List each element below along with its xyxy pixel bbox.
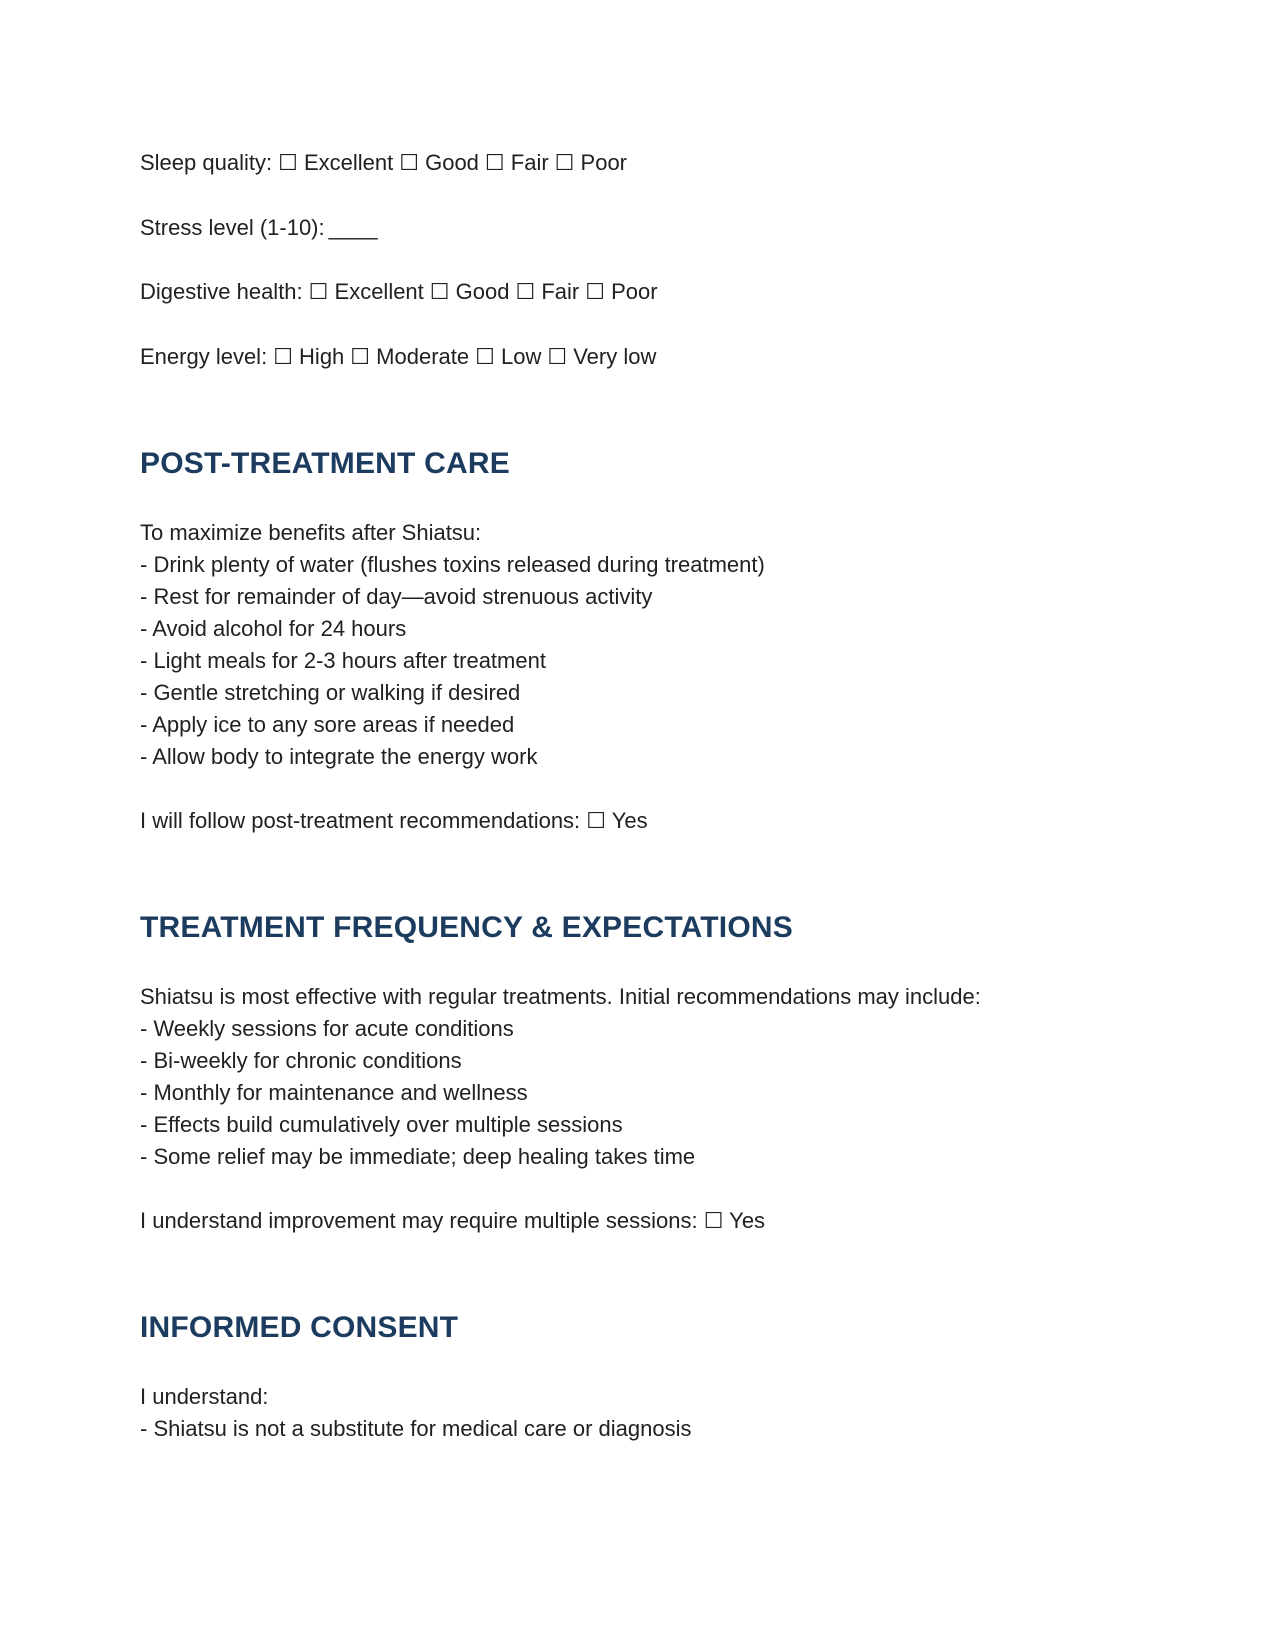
question-line-energy-level [140, 341, 1050, 374]
document-content [140, 147, 1050, 1445]
option-label: Good [455, 279, 510, 304]
confirm-label: I understand improvement may require multiple sessions: [140, 1208, 698, 1233]
option-label: Low [500, 344, 542, 369]
bullet-item: - Gentle stretching or walking if desired [140, 680, 521, 705]
checkbox-option [273, 344, 344, 369]
question-line-sleep-quality [140, 147, 1050, 180]
section-title-post-treatment-care: POST-TREATMENT CARE [140, 447, 510, 480]
section-title-informed-consent: INFORMED CONSENT [140, 1311, 459, 1344]
option-group [303, 279, 658, 304]
checkbox-icon[interactable]: ☐ [484, 151, 505, 176]
bullet-item: - Effects build cumulatively over multiple sessions [140, 1112, 623, 1137]
confirm-label: I will follow post-treatment recommendations: [140, 808, 581, 833]
bullet-list [140, 1013, 1050, 1173]
checkbox-option [430, 279, 510, 304]
checkbox-option [278, 150, 393, 175]
checkbox-option [309, 279, 424, 304]
checkbox-icon[interactable]: ☐ [515, 280, 536, 305]
checkbox-icon[interactable]: ☐ [429, 280, 450, 305]
checkbox-icon[interactable]: ☐ [547, 345, 568, 370]
question-label: Digestive health: [140, 279, 303, 304]
checkbox-option [485, 150, 549, 175]
option-label: Very low [573, 344, 657, 369]
option-label: Fair [541, 279, 580, 304]
checkbox-icon[interactable]: ☐ [585, 280, 605, 305]
section-title-treatment-frequency: TREATMENT FREQUENCY & EXPECTATIONS [140, 911, 793, 944]
option-group [272, 150, 627, 175]
bullet-item: - Shiatsu is not a substitute for medical care or diagnosis [140, 1416, 692, 1441]
checkbox-icon[interactable]: ☐ [703, 1209, 724, 1234]
checkbox-icon[interactable]: ☐ [586, 809, 607, 834]
confirm-line [140, 1205, 1050, 1238]
bullet-list [140, 549, 1050, 773]
question-line-digestive-health [140, 276, 1050, 309]
section-treatment-frequency [140, 908, 1050, 1238]
section-informed-consent [140, 1308, 1050, 1445]
question-label: Stress level (1-10): [140, 215, 325, 240]
bullet-item: - Some relief may be immediate; deep healing takes time [140, 1144, 696, 1169]
checkbox-icon[interactable]: ☐ [475, 345, 495, 370]
option-label: Poor [611, 279, 658, 304]
bullet-item: - Monthly for maintenance and wellness [140, 1080, 528, 1105]
option-group [267, 344, 656, 369]
confirm-line [140, 805, 1050, 838]
option-label: Good [425, 150, 479, 175]
checkbox-icon[interactable]: ☐ [399, 151, 419, 176]
option-label: Excellent [334, 279, 424, 304]
checkbox-icon[interactable]: ☐ [554, 151, 575, 176]
question-label: Sleep quality: [140, 150, 273, 175]
bullet-item: - Drink plenty of water (flushes toxins released during treatment) [140, 552, 765, 577]
stress-level-blank-field[interactable]: ____ [328, 215, 378, 240]
bullet-item: - Weekly sessions for acute conditions [140, 1016, 514, 1041]
bullet-item: - Bi-weekly for chronic conditions [140, 1048, 462, 1073]
option-label: Excellent [303, 150, 394, 175]
bullet-item: - Apply ice to any sore areas if needed [140, 712, 515, 737]
checkbox-option [399, 150, 479, 175]
checkbox-option [555, 150, 627, 175]
checkbox-option [515, 279, 579, 304]
option-label: High [299, 344, 345, 369]
option-label: Fair [510, 150, 549, 175]
bullet-list [140, 1413, 1050, 1445]
confirm-option-label: Yes [611, 808, 648, 833]
checkbox-option [350, 344, 469, 369]
option-label: Moderate [376, 344, 470, 369]
question-label: Energy level: [140, 344, 268, 369]
option-label: Poor [580, 150, 628, 175]
checkbox-option [585, 279, 657, 304]
confirm-option-label: Yes [729, 1208, 766, 1233]
checkbox-icon[interactable]: ☐ [273, 345, 293, 370]
section-post-treatment-care [140, 444, 1050, 838]
section-intro: To maximize benefits after Shiatsu: [140, 520, 482, 545]
section-intro: I understand: [140, 1384, 269, 1409]
bullet-item: - Rest for remainder of day—avoid strenuous activity [140, 584, 653, 609]
checkbox-option [547, 344, 656, 369]
checkbox-icon[interactable]: ☐ [350, 345, 371, 370]
checkbox-icon[interactable]: ☐ [278, 151, 298, 176]
checkbox-icon[interactable]: ☐ [308, 280, 329, 305]
bullet-item: - Allow body to integrate the energy work [140, 744, 538, 769]
question-line-stress-level [140, 212, 1050, 244]
section-intro: Shiatsu is most effective with regular treatments. Initial recommendations may include: [140, 984, 981, 1009]
bullet-item: - Avoid alcohol for 24 hours [140, 616, 407, 641]
bullet-item: - Light meals for 2-3 hours after treatment [140, 648, 546, 673]
checkbox-option [475, 344, 541, 369]
health-questions [140, 147, 1050, 374]
